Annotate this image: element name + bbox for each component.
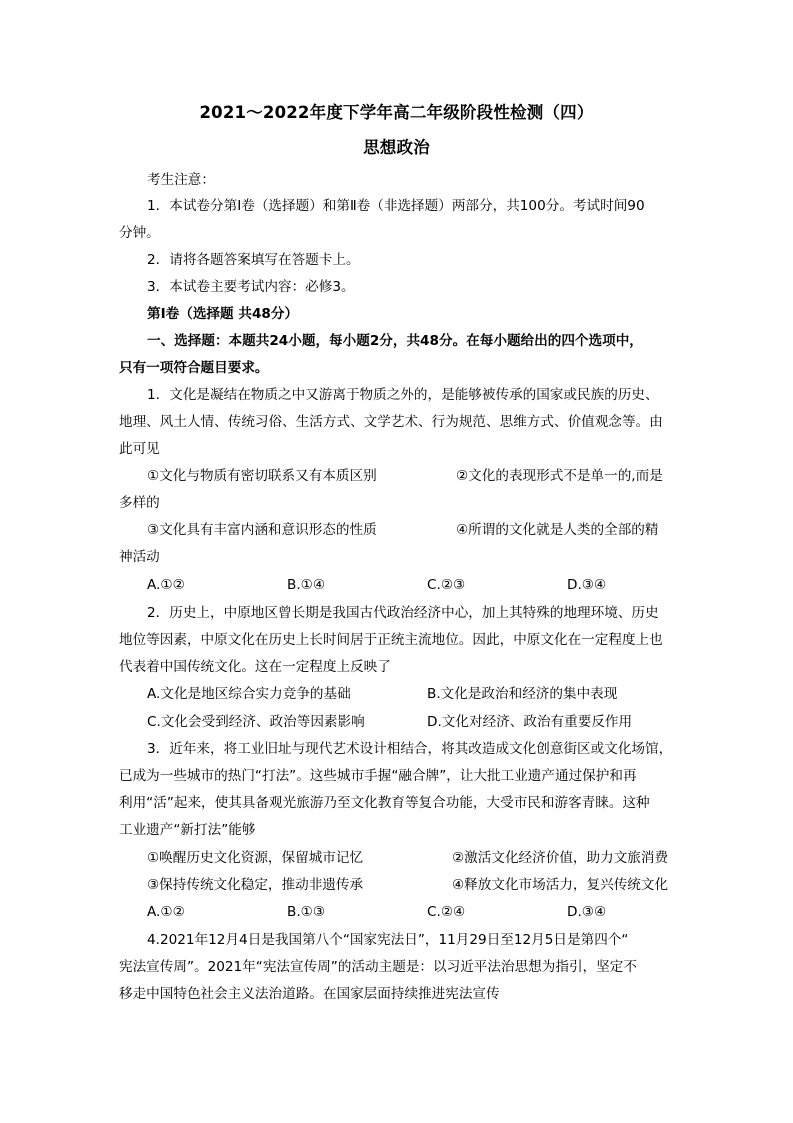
notice-heading: 考生注意：: [147, 172, 215, 188]
q3-statement-4: ④释放文化市场活力，复兴传统文化: [452, 877, 669, 893]
section-title: 第Ⅰ卷（选择题 共48分）: [147, 306, 299, 322]
exam-title: 2021～2022年度下学年高二年级阶段性检测（四）: [199, 103, 594, 122]
q1-statement-2: ②文化的表现形式不是单一的,而是: [456, 468, 663, 484]
q2-option-b: B.文化是政治和经济的集中表现: [427, 686, 618, 702]
q1-stem: 1．文化是凝结在物质之中又游离于物质之外的，是能够被传承的国家或民族的历史、: [147, 387, 659, 403]
q2-option-d: D.文化对经济、政治有重要反作用: [427, 714, 633, 730]
q2-option-a: A.文化是地区综合实力竞争的基础: [147, 686, 351, 702]
q1-statement-1: ①文化与物质有密切联系又有本质区别: [147, 468, 377, 484]
subject-title: 思想政治: [363, 138, 430, 157]
q1-statement-4: ④所谓的文化就是人类的全部的精: [456, 522, 659, 538]
q1-stem-3: 此可见: [119, 441, 160, 457]
q1-stem-2: 地理、风土人情、传统习俗、生活方式、文学艺术、行为规范、思维方式、价值观念等。由: [119, 414, 663, 430]
section-instructions-cont: 只有一项符合题目要求。: [119, 360, 269, 376]
section-instructions: 一、选择题：本题共24小题，每小题2分，共48分。在每小题给出的四个选项中，: [147, 333, 643, 349]
notice-item-1-cont: 分钟。: [119, 225, 160, 241]
q3-option-c: C.②④: [427, 904, 466, 920]
q4-stem-3: 移走中国特色社会主义法治道路。在国家层面持续推进宪法宣传: [119, 986, 500, 1002]
q1-option-a: A.①②: [147, 577, 185, 593]
q2-option-c: C.文化会受到经济、政治等因素影响: [147, 714, 365, 730]
q2-stem: 2．历史上，中原地区曾长期是我国古代政治经济中心，加上其特殊的地理环境、历史: [147, 605, 659, 621]
q1-statement-2-cont: 多样的: [119, 495, 160, 511]
q3-stem-3: 利用“活”起来，使其具备观光旅游乃至文化教育等复合功能，大受市民和游客青睐。这种: [119, 795, 650, 811]
q3-stem-2: 已成为一些城市的热门“打法”。这些城市手握“融合牌”，让大批工业遗产通过保护和再: [119, 768, 637, 784]
notice-item-3: 3．本试卷主要考试内容：必修3。: [147, 279, 355, 295]
q3-statement-3: ③保持传统文化稳定，推动非遗传承: [147, 877, 364, 893]
q4-stem-2: 宪法宣传周”。2021年“宪法宣传周”的活动主题是：以习近平法治思想为指引，坚定不: [119, 959, 637, 975]
q3-statement-1: ①唤醒历史文化资源，保留城市记忆: [147, 850, 364, 866]
q3-stem-4: 工业遗产“新打法”能够: [119, 822, 256, 838]
q1-statement-4-cont: 神活动: [119, 549, 160, 565]
q3-option-b: B.①③: [287, 904, 326, 920]
q4-stem: 4.2021年12月4日是我国第八个“国家宪法日”，11月29日至12月5日是第四个“: [147, 932, 629, 948]
notice-item-2: 2．请将各题答案填写在答题卡上。: [147, 252, 360, 268]
q1-option-b: B.①④: [287, 577, 326, 593]
q1-statement-3: ③文化具有丰富内涵和意识形态的性质: [147, 522, 377, 538]
q3-stem: 3．近年来，将工业旧址与现代艺术设计相结合，将其改造成文化创意街区或文化场馆，: [147, 741, 673, 757]
q1-option-d: D.③④: [567, 577, 607, 593]
q1-option-c: C.②③: [427, 577, 466, 593]
notice-item-1: 1．本试卷分第Ⅰ卷（选择题）和第Ⅱ卷（非选择题）两部分，共100分。考试时间90: [147, 198, 645, 214]
q3-statement-2: ②激活文化经济价值，助力文旅消费: [452, 850, 669, 866]
q3-option-a: A.①②: [147, 904, 185, 920]
q2-stem-3: 代表着中国传统文化。这在一定程度上反映了: [119, 659, 391, 675]
q3-option-d: D.③④: [567, 904, 607, 920]
q2-stem-2: 地位等因素，中原文化在历史上长时间居于正统主流地位。因此，中原文化在一定程度上也: [119, 632, 663, 648]
